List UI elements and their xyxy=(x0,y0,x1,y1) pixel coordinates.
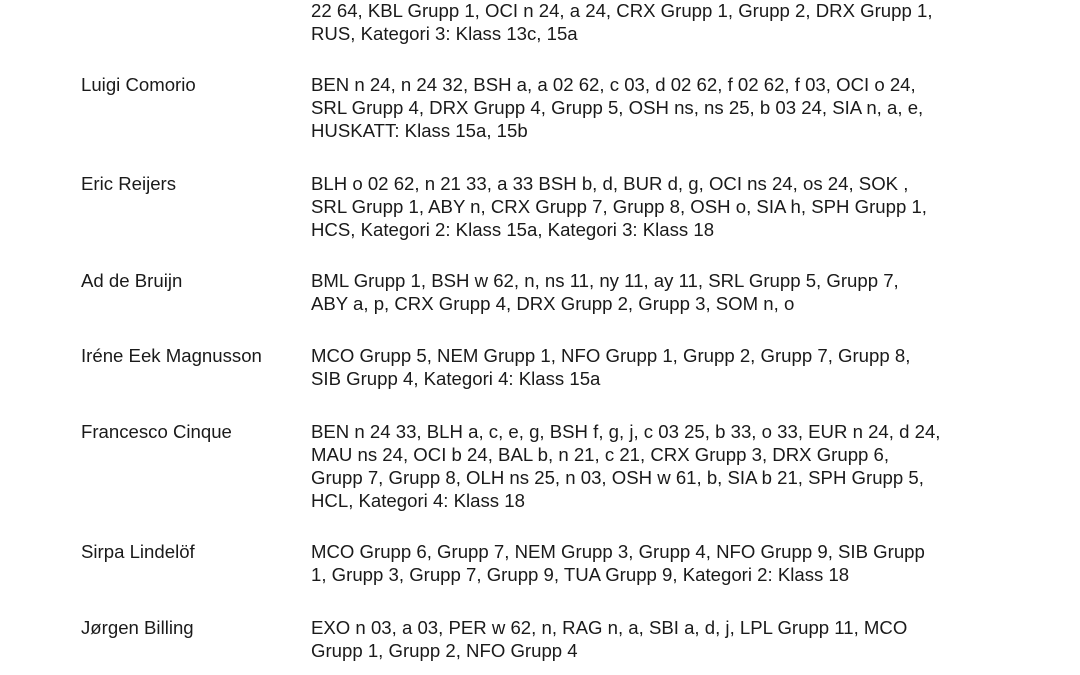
judge-assignments xyxy=(311,344,1011,390)
continued-text xyxy=(311,0,1011,45)
assignment-line: HCL, Kategori 4: Klass 18 xyxy=(311,490,525,511)
assignment-line: MCO Grupp 5, NEM Grupp 1, NFO Grupp 1, Grupp 2, Grupp 7, Grupp 8, xyxy=(311,345,911,366)
assignment-line: MAU ns 24, OCI b 24, BAL b, n 21, c 21, CRX Grupp 3, DRX Grupp 6, xyxy=(311,444,890,465)
assignment-line: BEN n 24 33, BLH a, c, e, g, BSH f, g, j, c 03 25, b 33, o 33, EUR n 24, d 24, xyxy=(311,421,941,442)
assignment-line: BML Grupp 1, BSH w 62, n, ns 11, ny 11, ay 11, SRL Grupp 5, Grupp 7, xyxy=(311,270,899,291)
assignment-line: Grupp 1, Grupp 2, NFO Grupp 4 xyxy=(311,640,578,661)
assignment-line: BLH o 02 62, n 21 33, a 33 BSH b, d, BUR d, g, OCI ns 24, os 24, SOK , xyxy=(311,173,909,194)
judge-assignments xyxy=(311,172,1011,241)
assignment-line: SRL Grupp 4, DRX Grupp 4, Grupp 5, OSH ns, ns 25, b 03 24, SIA n, a, e, xyxy=(311,97,924,118)
judge-name: Eric Reijers xyxy=(81,173,177,194)
assignment-line: EXO n 03, a 03, PER w 62, n, RAG n, a, SBI a, d, j, LPL Grupp 11, MCO xyxy=(311,617,908,638)
judge-name: Sirpa Lindelöf xyxy=(81,541,195,562)
judge-name: Ad de Bruijn xyxy=(81,270,183,291)
assignment-line: MCO Grupp 6, Grupp 7, NEM Grupp 3, Grupp 4, NFO Grupp 9, SIB Grupp xyxy=(311,541,925,562)
assignment-line: ABY a, p, CRX Grupp 4, DRX Grupp 2, Grupp 3, SOM n, o xyxy=(311,293,795,314)
judge-name: Francesco Cinque xyxy=(81,421,232,442)
judge-name: Iréne Eek Magnusson xyxy=(81,345,262,366)
judge-assignments xyxy=(311,269,1011,315)
continued-line: 22 64, KBL Grupp 1, OCI n 24, a 24, CRX Grupp 1, Grupp 2, DRX Grupp 1, xyxy=(311,0,933,21)
assignment-line: SRL Grupp 1, ABY n, CRX Grupp 7, Grupp 8, OSH o, SIA h, SPH Grupp 1, xyxy=(311,196,927,217)
assignment-line: HUSKATT: Klass 15a, 15b xyxy=(311,120,528,141)
continued-line: RUS, Kategori 3: Klass 13c, 15a xyxy=(311,23,578,44)
judge-assignments xyxy=(311,420,1011,512)
judge-assignments xyxy=(311,616,1011,662)
assignment-line: SIB Grupp 4, Kategori 4: Klass 15a xyxy=(311,368,601,389)
judge-assignments xyxy=(311,540,1011,586)
judge-name: Jørgen Billing xyxy=(81,617,194,638)
assignment-line: 1, Grupp 3, Grupp 7, Grupp 9, TUA Grupp 9, Kategori 2: Klass 18 xyxy=(311,564,850,585)
assignment-line: BEN n 24, n 24 32, BSH a, a 02 62, c 03, d 02 62, f 02 62, f 03, OCI o 24, xyxy=(311,74,916,95)
judge-assignments xyxy=(311,73,1011,142)
judge-name: Luigi Comorio xyxy=(81,74,196,95)
assignment-line: HCS, Kategori 2: Klass 15a, Kategori 3: Klass 18 xyxy=(311,219,715,240)
assignment-line: Grupp 7, Grupp 8, OLH ns 25, n 03, OSH w 61, b, SIA b 21, SPH Grupp 5, xyxy=(311,467,924,488)
